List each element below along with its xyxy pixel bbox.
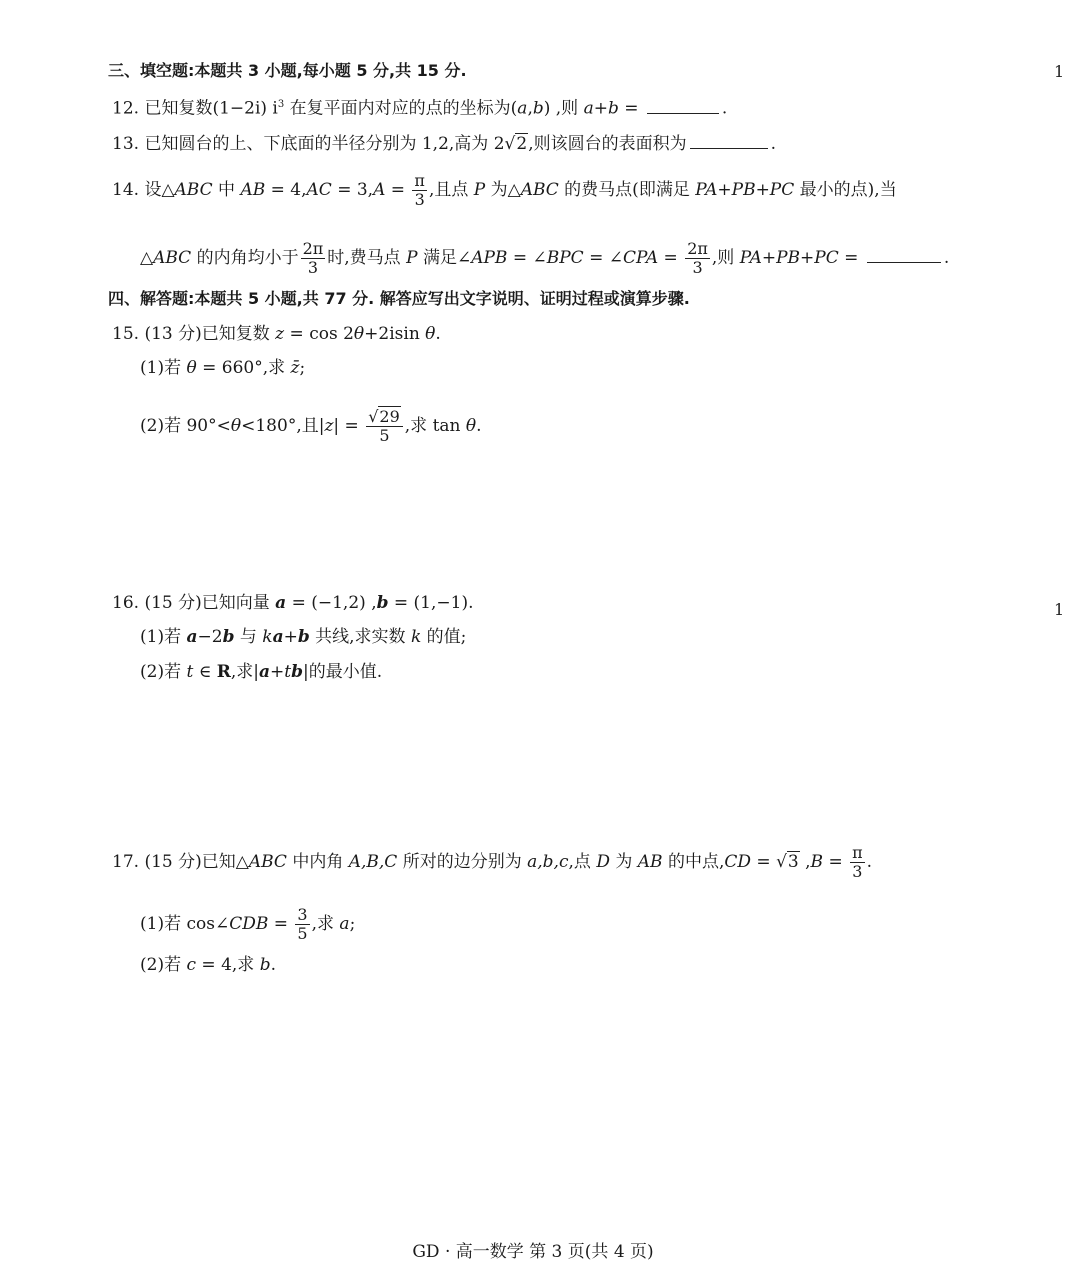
question-17-part-1: (1)若 cos∠CDB = $\frac{3}{5}$ ,求 a; <box>140 905 356 943</box>
question-15-part-1: (1)若 θ = 660°,求 z̄; <box>140 358 306 378</box>
margin-mark-middle: 1 <box>1054 600 1065 619</box>
question-number: 15. <box>112 324 140 344</box>
page-footer: GD · 高一数学 第 3 页(共 4 页) <box>412 1242 654 1262</box>
fraction-2pi-over-3: $\frac{2\pi}{3}$ <box>687 239 708 277</box>
fill-blank-section-heading: 三、填空题:本题共 3 小题,每小题 5 分,共 15 分. <box>108 61 467 80</box>
fraction-pi-over-3: $\frac{\pi}{3}$ <box>414 171 425 209</box>
question-number: 17. <box>112 852 140 872</box>
question-number: 12. <box>112 98 140 119</box>
question-number: 13. <box>112 134 140 154</box>
question-16-part-1: (1)若 a−2b 与 ka+b 共线,求实数 k 的值; <box>140 627 467 647</box>
question-12: 12. 已知复数(1−2i) $i^3$ 在复平面内对应的点的坐标为(a,b) ,则 a+b = . <box>112 98 728 119</box>
answer-blank[interactable] <box>690 132 768 149</box>
question-16-part-2: (2)若 t ∈ R,求|a+tb|的最小值. <box>140 662 383 682</box>
fraction-3-over-5: $\frac{3}{5}$ <box>297 905 308 943</box>
question-17: 17. (15 分)已知△ABC 中内角 A,B,C 所对的边分别为 a,b,c,点 D 为 AB 的中点,CD = √3 ,B = $\frac{\pi}{3}$ . <box>112 843 873 881</box>
answer-blank[interactable] <box>867 246 941 263</box>
question-17-part-2: (2)若 c = 4,求 b. <box>140 955 276 975</box>
question-13: 13. 已知圆台的上、下底面的半径分别为 1,2,高为 2√2,则该圆台的表面积为 . <box>112 134 776 154</box>
question-15: 15. (13 分)已知复数 z = cos 2θ+2isin θ. <box>112 324 441 344</box>
question-number: 14. <box>112 180 140 200</box>
sqrt-expression: √3 <box>776 852 799 872</box>
fraction-pi-over-3: $\frac{\pi}{3}$ <box>852 843 863 881</box>
question-15-part-2: (2)若 90°<θ<180°,且|z| = $\frac{√29}{5}$ ,求 tan θ. <box>140 407 482 445</box>
question-14-continued: △ABC 的内角均小于 $\frac{2\pi}{3}$ 时,费马点 P 满足∠APB = ∠BPC = ∠CPA = $\frac{2\pi}{3}$ ,则 PA+PB+PC = . <box>140 239 950 277</box>
fraction-2pi-over-3: $\frac{2\pi}{3}$ <box>302 239 324 277</box>
margin-mark-top: 1 <box>1054 62 1065 81</box>
question-14: 14. 设△ABC 中 AB = 4,AC = 3,A = $\frac{\pi}{3}$ ,且点 P 为△ABC 的费马点(即满足 PA+PB+PC 最小的点),当 <box>112 171 897 209</box>
solve-section-heading: 四、解答题:本题共 5 小题,共 77 分. 解答应写出文字说明、证明过程或演算步骤. <box>108 289 690 308</box>
sqrt-expression: √2 <box>504 134 528 154</box>
question-number: 16. <box>112 593 140 613</box>
fraction-sqrt29-over-5: $\frac{√29}{5}$ <box>366 408 403 445</box>
answer-blank[interactable] <box>647 97 719 114</box>
question-16: 16. (15 分)已知向量 a = (−1,2) ,b = (1,−1). <box>112 593 474 613</box>
